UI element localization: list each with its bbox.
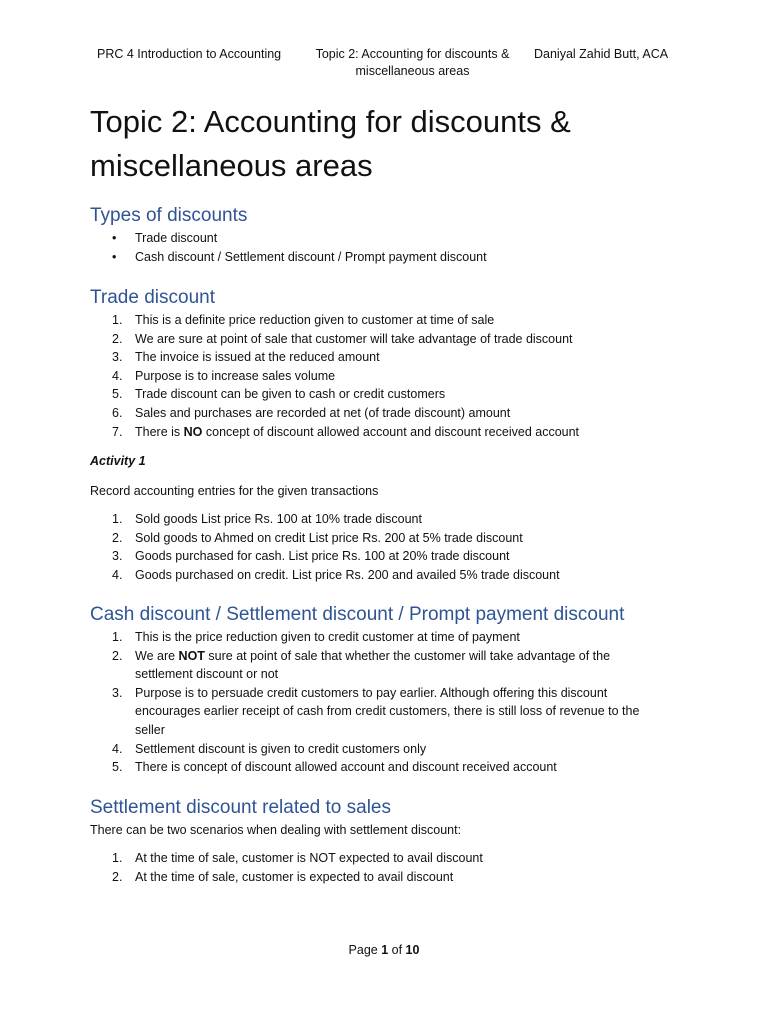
bullet-icon: • (112, 249, 117, 264)
activity-intro: Record accounting entries for the given transactions (90, 484, 379, 498)
list-item: 1. Sold goods List price Rs. 100 at 10% trade discount (112, 512, 422, 526)
list-item: 4. Settlement discount is given to credit customers only (112, 741, 427, 756)
heading-types-of-discounts: Types of discounts (90, 205, 248, 226)
heading-settlement-sales: Settlement discount related to sales (90, 797, 392, 818)
list-item: 4. Purpose is to increase sales volume (112, 368, 336, 383)
list-item: 6. Sales and purchases are recorded at net (of trade discount) amount (112, 405, 511, 420)
list-item: 2. We are sure at point of sale that customer will take advantage of trade discount (112, 331, 573, 346)
list-item: 3. The invoice is issued at the reduced amount (112, 350, 380, 365)
list-item: • Cash discount / Settlement discount / Prompt payment discount (90, 248, 645, 267)
emphasis-not: NOT (178, 648, 205, 663)
list-item: 4. Goods purchased on credit. List price Rs. 200 and availed 5% trade discount (112, 567, 560, 582)
activity-label: Activity 1 (90, 454, 146, 468)
header-author: Daniyal Zahid Butt, ACA (534, 47, 669, 61)
list-item: 1. At the time of sale, customer is NOT expected to avail discount (112, 851, 483, 865)
list-item: 5. Trade discount can be given to cash or credit customers (112, 387, 446, 402)
list-item: 3. Goods purchased for cash. List price Rs. 100 at 20% trade discount (112, 549, 510, 564)
list-item: 5. There is concept of discount allowed account and discount received account (112, 760, 557, 775)
header-course: PRC 4 Introduction to Accounting (97, 47, 282, 61)
settlement-intro: There can be two scenarios when dealing with settlement discount: (90, 823, 462, 837)
bullet-icon: • (112, 231, 117, 245)
emphasis-no: NO (183, 424, 203, 439)
list-item: 1. This is the price reduction given to credit customer at time of payment (112, 630, 520, 644)
list-item: • Trade discount (90, 229, 645, 248)
page-title: Topic 2: Accounting for discounts & miscellaneous areas (90, 104, 571, 183)
settlement-list (90, 849, 645, 886)
list-item: 1. This is a definite price reduction given to customer at time of sale (112, 313, 495, 327)
list-item: 2. At the time of sale, customer is expected to avail discount (112, 869, 454, 884)
cash-list (90, 628, 645, 777)
header-topic: Topic 2: Accounting for discounts & miscellaneous areas (315, 47, 510, 78)
list-item: 2. Sold goods to Ahmed on credit List price Rs. 200 at 5% trade discount (112, 530, 523, 545)
heading-cash-discount: Cash discount / Settlement discount / Prompt payment discount (90, 604, 625, 625)
trade-list (90, 311, 645, 441)
activity-list (90, 510, 645, 584)
heading-trade-discount: Trade discount (90, 287, 215, 308)
page-number: Page 1 of 10 (348, 943, 420, 957)
list-item: 3. Purpose is to persuade credit customers to pay earlier. Although offering this discount encourages earlier receipt of cash from credit customers, there is still loss of revenue to the seller (112, 685, 640, 737)
types-list (90, 229, 645, 266)
list-item: 7. There is NO concept of discount allowed account and discount received account (112, 424, 580, 439)
list-item: 2. We are NOT sure at point of sale that whether the customer will take advantage of the settlement discount or not (112, 648, 611, 682)
